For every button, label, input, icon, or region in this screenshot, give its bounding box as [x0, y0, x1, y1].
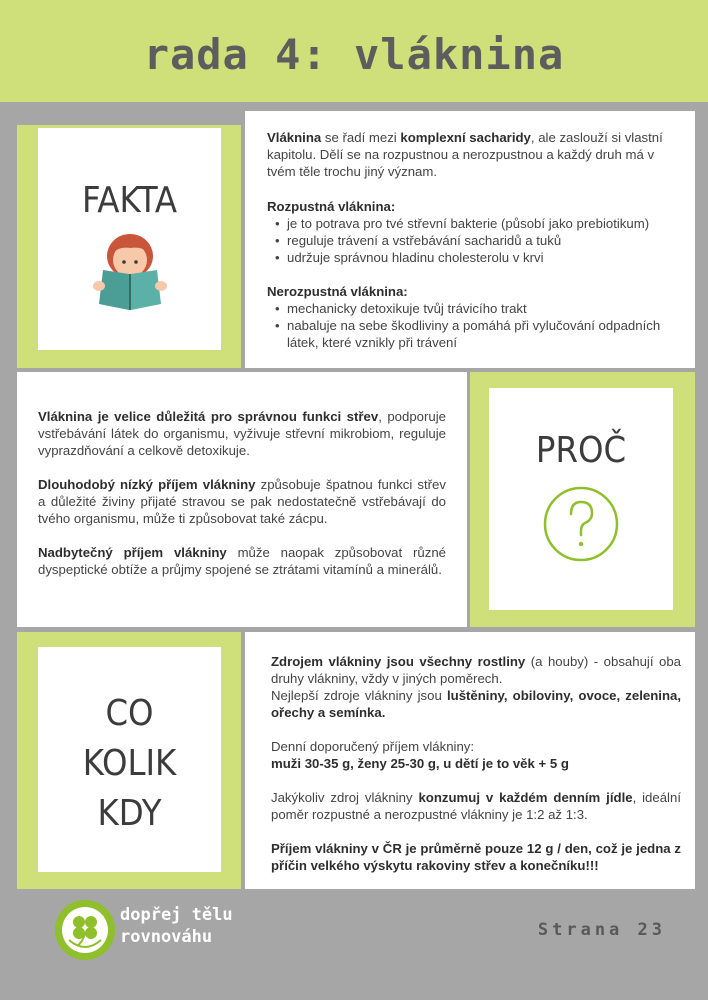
question-icon — [541, 484, 621, 564]
fakta-intro: Vláknina se řadí mezi komplexní sacharidy, ale zaslouží si vlastní kapitolu. Dělí se na rozpustnou a nerozpustnou a každý druh má v tvém těle trochu jiný význam. — [267, 130, 663, 179]
list-item: • mechanicky detoxikuje tvůj trávicího trakt — [267, 300, 683, 317]
list-item: • je to potrava pro tvé střevní bakterie (působí jako prebiotikum) — [267, 215, 683, 232]
fakta-label: FAKTA — [81, 180, 178, 221]
soluble-title: Rozpustná vláknina: — [267, 199, 396, 214]
proc-paragraph-3: Nadbytečný příjem vlákniny může naopak způsobovat různé dyspeptické obtíže a průjmy spojené se ztrátami vitamínů a minerálů. — [38, 545, 446, 577]
kolik-label: KOLIK — [82, 743, 177, 784]
brand-name: dopřej tělu rovnováhu — [120, 905, 233, 947]
fakta-content — [267, 129, 683, 351]
co-label: CO — [105, 693, 154, 734]
clover-heart-icon — [55, 900, 115, 960]
co-best-sources: Nejlepší zdroje vlákniny jsou luštěniny, obiloviny, ovoce, zelenina, ořechy a semínka. — [271, 688, 682, 720]
list-item: • reguluje trávení a vstřebávání sacharidů a tuků — [267, 232, 683, 249]
reading-girl-icon — [85, 226, 175, 316]
kdy-when: Jakýkoliv zdroj vlákniny konzumuj v každém denním jídle, ideální poměr rozpustné a nerozpustné vlákniny je 1:2 až 1:3. — [271, 790, 681, 822]
page-number: Strana 23 — [537, 920, 666, 940]
insoluble-list — [267, 300, 683, 351]
co-content — [271, 653, 681, 874]
fakta-label-card — [38, 128, 221, 350]
list-item: • nabaluje na sebe škodliviny a pomáhá při vylučování odpadních látek, které vznikly při trávení — [267, 317, 683, 351]
kdy-label: KDY — [97, 793, 162, 834]
soluble-list — [267, 215, 683, 266]
kolik-daily: Denní doporučený příjem vlákniny: muži 30-35 g, ženy 25-30 g, u dětí je to věk + 5 g — [271, 739, 569, 771]
page-header — [0, 0, 708, 102]
proc-paragraph-2: Dlouhodobý nízký příjem vlákniny způsobuje špatnou funkci střev a důležité živiny přijaté stravou se pak nedostatečně vstřebávají do tvého organismu, může ti způsobovat také zácpu. — [38, 477, 446, 526]
proc-content — [38, 408, 446, 578]
cr-average: Příjem vlákniny v ČR je průměrně pouze 12 g / den, což je jedna z příčin velkého výskytu rakoviny střev a konečníku!!! — [271, 841, 681, 873]
insoluble-title: Nerozpustná vláknina: — [267, 284, 408, 299]
list-item: • udržuje správnou hladinu cholesterolu v krvi — [267, 249, 683, 266]
proc-label-card — [489, 388, 673, 610]
co-sources: Zdrojem vlákniny jsou všechny rostliny (a houby) - obsahují oba druhy vlákniny, vždy v jiných poměrech. — [271, 654, 681, 686]
co-label-card — [38, 647, 221, 872]
page-title: rada 4: vláknina — [143, 30, 565, 79]
proc-label: PROČ — [535, 430, 627, 471]
proc-paragraph-1: Vláknina je velice důležitá pro správnou funkci střev, podporuje vstřebávání látek do organismu, vyživuje střevní mikrobiom, reguluje vyprazdňování a celkově detoxikuje. — [38, 409, 446, 458]
